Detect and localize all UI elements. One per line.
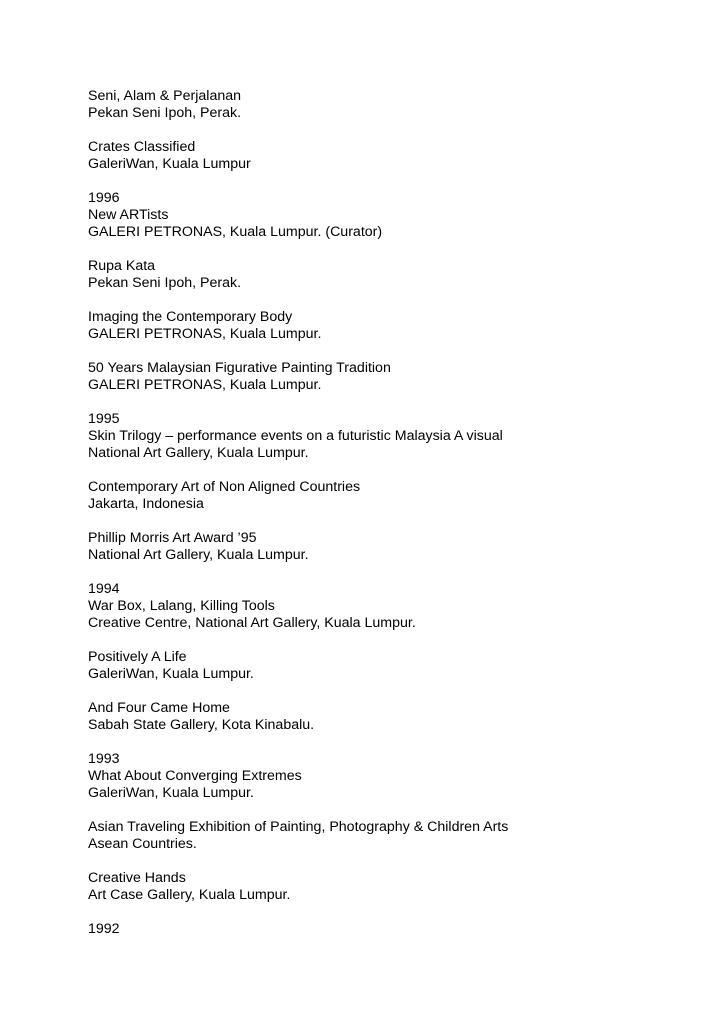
exhibition-title: Asian Traveling Exhibition of Painting, Photography & Children Arts <box>88 819 509 835</box>
exhibition-title: And Four Came Home <box>88 700 230 716</box>
year-heading: 1992 <box>88 921 120 937</box>
exhibition-title: Rupa Kata <box>88 258 156 274</box>
spacer <box>88 802 688 819</box>
exhibition-entry <box>88 870 688 904</box>
exhibition-venue: GALERI PETRONAS, Kuala Lumpur. <box>88 326 322 342</box>
spacer <box>88 343 688 360</box>
exhibition-entry <box>88 411 688 462</box>
exhibition-title: Phillip Morris Art Award ’95 <box>88 530 257 546</box>
spacer <box>88 241 688 258</box>
exhibition-venue: National Art Gallery, Kuala Lumpur. <box>88 445 309 461</box>
exhibition-venue: Art Case Gallery, Kuala Lumpur. <box>88 887 291 903</box>
exhibition-entry <box>88 360 688 394</box>
exhibition-entry <box>88 309 688 343</box>
exhibition-venue: National Art Gallery, Kuala Lumpur. <box>88 547 309 563</box>
exhibition-entry <box>88 581 688 632</box>
exhibition-venue: Creative Centre, National Art Gallery, Kuala Lumpur. <box>88 615 416 631</box>
exhibition-venue: GaleriWan, Kuala Lumpur <box>88 156 251 172</box>
spacer <box>88 683 688 700</box>
exhibition-venue: GaleriWan, Kuala Lumpur. <box>88 666 254 682</box>
exhibition-title: Skin Trilogy – performance events on a futuristic Malaysia A visual <box>88 428 503 444</box>
exhibition-title: What About Converging Extremes <box>88 768 302 784</box>
exhibition-venue: Sabah State Gallery, Kota Kinabalu. <box>88 717 315 733</box>
exhibition-venue: GaleriWan, Kuala Lumpur. <box>88 785 254 801</box>
exhibition-title: 50 Years Malaysian Figurative Painting Tradition <box>88 360 391 376</box>
exhibition-title: Imaging the Contemporary Body <box>88 309 293 325</box>
spacer <box>88 462 688 479</box>
exhibition-venue: Pekan Seni Ipoh, Perak. <box>88 105 242 121</box>
exhibition-entry <box>88 819 688 853</box>
exhibition-venue: Asean Countries. <box>88 836 197 852</box>
spacer <box>88 632 688 649</box>
exhibition-entry <box>88 530 688 564</box>
exhibition-title: Creative Hands <box>88 870 186 886</box>
spacer <box>88 513 688 530</box>
exhibition-entry <box>88 88 688 122</box>
exhibition-entry <box>88 190 688 241</box>
year-heading: 1995 <box>88 411 120 427</box>
spacer <box>88 853 688 870</box>
exhibition-entry <box>88 921 688 938</box>
year-heading: 1996 <box>88 190 120 206</box>
exhibition-title: Seni, Alam & Perjalanan <box>88 88 241 104</box>
exhibition-title: New ARTists <box>88 207 169 223</box>
spacer <box>88 904 688 921</box>
exhibition-entry <box>88 751 688 802</box>
spacer <box>88 734 688 751</box>
exhibition-entry <box>88 258 688 292</box>
document-page <box>88 88 688 938</box>
exhibition-title: Crates Classified <box>88 139 196 155</box>
exhibition-venue: GALERI PETRONAS, Kuala Lumpur. <box>88 377 322 393</box>
exhibition-title: Positively A Life <box>88 649 187 665</box>
spacer <box>88 564 688 581</box>
exhibition-venue: Jakarta, Indonesia <box>88 496 204 512</box>
spacer <box>88 292 688 309</box>
spacer <box>88 173 688 190</box>
spacer <box>88 122 688 139</box>
exhibition-venue: Pekan Seni Ipoh, Perak. <box>88 275 242 291</box>
exhibition-entry <box>88 139 688 173</box>
spacer <box>88 394 688 411</box>
exhibition-venue: GALERI PETRONAS, Kuala Lumpur. (Curator) <box>88 224 383 240</box>
year-heading: 1993 <box>88 751 120 767</box>
exhibition-title: War Box, Lalang, Killing Tools <box>88 598 275 614</box>
year-heading: 1994 <box>88 581 120 597</box>
exhibition-entry <box>88 479 688 513</box>
exhibition-entry <box>88 700 688 734</box>
exhibition-entry <box>88 649 688 683</box>
exhibition-title: Contemporary Art of Non Aligned Countries <box>88 479 361 495</box>
